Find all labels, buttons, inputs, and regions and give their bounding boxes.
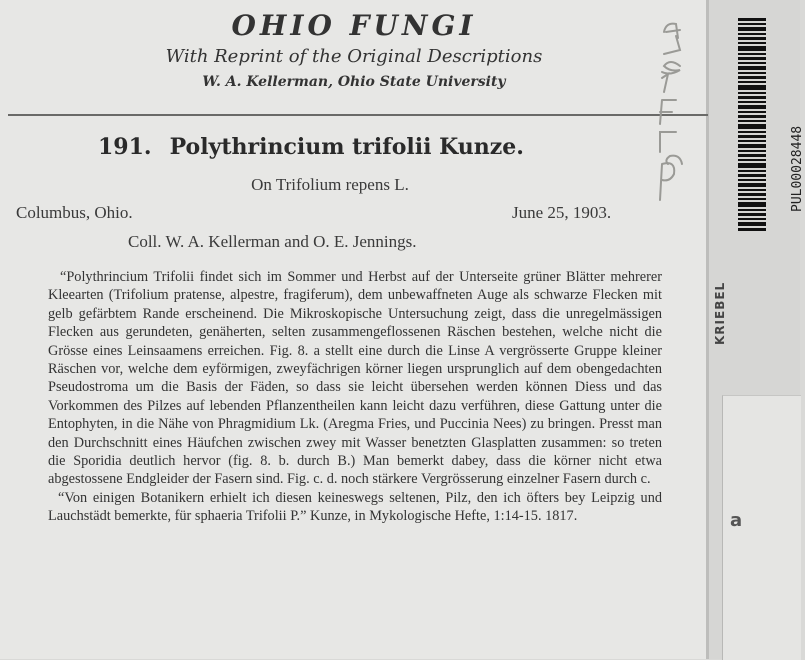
header-rule (8, 114, 708, 116)
card-letter: a (730, 510, 743, 531)
collection-stamp: KRIEBEL (713, 281, 727, 345)
series-author: W. A. Kellerman, Ohio State University (202, 74, 506, 90)
species-heading (98, 134, 524, 160)
barcode-id: PUL00028448 (790, 125, 805, 212)
specimen-barcode (738, 18, 766, 233)
description-paragraph: “Von einigen Botanikern erhielt ich diesen keineswegs seltenen, Pilz, den ich öfters bey Leipzig und Lauchstädt bemerkte, für sphaeria Trifolii P.” Kunze, in Mykologische Hefte, 1:14-15. 1817. (48, 489, 662, 525)
collection-locality: Columbus, Ohio. (16, 203, 133, 222)
description-paragraph: “Polythrincium Trifolii findet sich im Sommer und Herbst auf der Unterseite grüner Blätter mehrerer Kleearten (Trifolium pratense, alpestre, fragiferum), dem unbewaffneten Auge als schwarze Flecken mit gelb gefärbtem Rande erscheinend. Die Mikroskopische Untersuchung zeigt, dass die unregelmässigen Flecken aus gerundeten, genäherten, selten zusammengeflossenen Räschen bestehen, welche nicht die Grösse eines Leinsaamens erreichen. Fig. 8. a stellt eine durch die Linse A vergrösserte Gruppe kleiner Räschen vor, welche dem eyförmigen, zweyfächrigen körner liegen ursprunglich auf dem obengedachten Pseudostroma um die Basis der Fäden, so dass sie leicht übersehen werden können Diess und das Vorkommen des Pilzes auf lebenden Pflanzentheilen kann leicht dazu verführen, diese Gattung unter die Entophyten, in die Nähe von Phragmidium Lk. (Aregma Fries, und Puccinia Nees) zu bringen. Presst man den Durchschnitt eines Häufchen zwischen zwey mit Wasser benetzten Glasplatten zusammen: so treten die Sporidia deutlich hervor (fig. 8. b. durch B.) Man bemerkt dabey, dass die körner nicht etwa abgestossene Endgleider der Fasern sind. Fig. c. d. noch stärkere Vergrösserung einzelner Fasern durch c. (48, 269, 662, 488)
collectors: Coll. W. A. Kellerman and O. E. Jennings. (128, 232, 417, 251)
label-header (0, 8, 708, 94)
original-description (48, 268, 662, 526)
series-subtitle: With Reprint of the Original Descriptions (165, 46, 543, 67)
collection-date: June 25, 1903. (512, 203, 612, 222)
host-plant: On Trifolium repens L. (251, 175, 409, 194)
series-title: OHIO FUNGI (231, 9, 477, 42)
species-name: Polythrincium trifolii Kunze. (169, 134, 524, 160)
specimen-number: 191. (98, 134, 152, 160)
handwritten-accession-number (640, 14, 700, 204)
